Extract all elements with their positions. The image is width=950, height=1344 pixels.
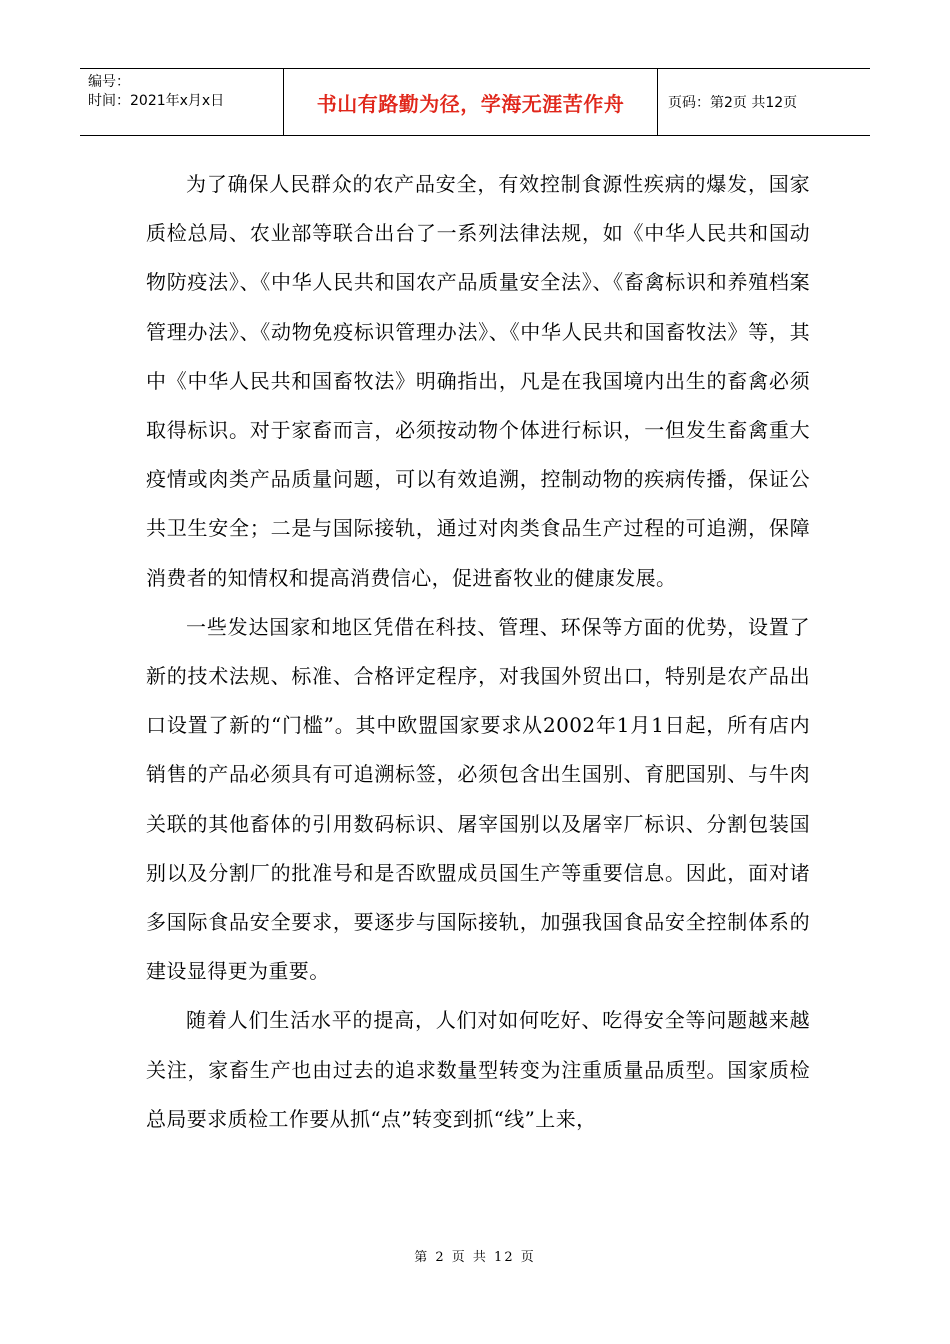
document-time-label: 时间：2021年x月x日 bbox=[88, 93, 225, 109]
paragraph: 随着人们生活水平的提高，人们对如何吃好、吃得安全等问题越来越关注，家畜生产也由过去的追求数量型转变为注重质量品质型。国家质检总局要求质检工作要从抓“点”转变到抓“线”上来， bbox=[146, 1008, 810, 1131]
document-number-label: 编号： bbox=[88, 74, 130, 90]
paragraph: 一些发达国家和地区凭借在科技、管理、环保等方面的优势，设置了新的技术法规、标准、合格评定程序，对我国外贸出口，特别是农产品出口设置了新的“门槛”。其中欧盟国家要求从2002年1月1日起，所有店内销售的产品必须具有可追溯标签，必须包含出生国别、育肥国别、与牛肉关联的其他畜体的引用数码标识、屠宰国别以及屠宰厂标识、分割包装国别以及分割厂的批准号和是否欧盟成员国生产等重要信息。因此，面对诸多国际食品安全要求，要逐步与国际接轨，加强我国食品安全控制体系的建设显得更为重要。 bbox=[146, 614, 810, 984]
header-motto: 书山有路勤为径，学海无涯苦作舟 bbox=[284, 69, 658, 135]
page-footer: 第 2 页 共 12 页 bbox=[414, 1250, 536, 1265]
paragraph: 为了确保人民群众的农产品安全，有效控制食源性疾病的爆发，国家质检总局、农业部等联合出台了一系列法律法规，如《中华人民共和国动物防疫法》、《中华人民共和国农产品质量安全法》、《畜禽标识和养殖档案管理办法》、《动物免疫标识管理办法》、《中华人民共和国畜牧法》等，其中《中华人民共和国畜牧法》明确指出，凡是在我国境内出生的畜禽必须取得标识。对于家畜而言，必须按动物个体进行标识，一但发生畜禽重大疫情或肉类产品质量问题，可以有效追溯，控制动物的疾病传播，保证公共卫生安全；二是与国际接轨，通过对肉类食品生产过程的可追溯，保障消费者的知情权和提高消费信心，促进畜牧业的健康发展。 bbox=[146, 172, 810, 590]
header-meta bbox=[80, 69, 284, 135]
document-body bbox=[146, 160, 810, 1144]
header-page-info: 页码：第2页 共12页 bbox=[668, 95, 798, 111]
document-header bbox=[80, 68, 870, 136]
